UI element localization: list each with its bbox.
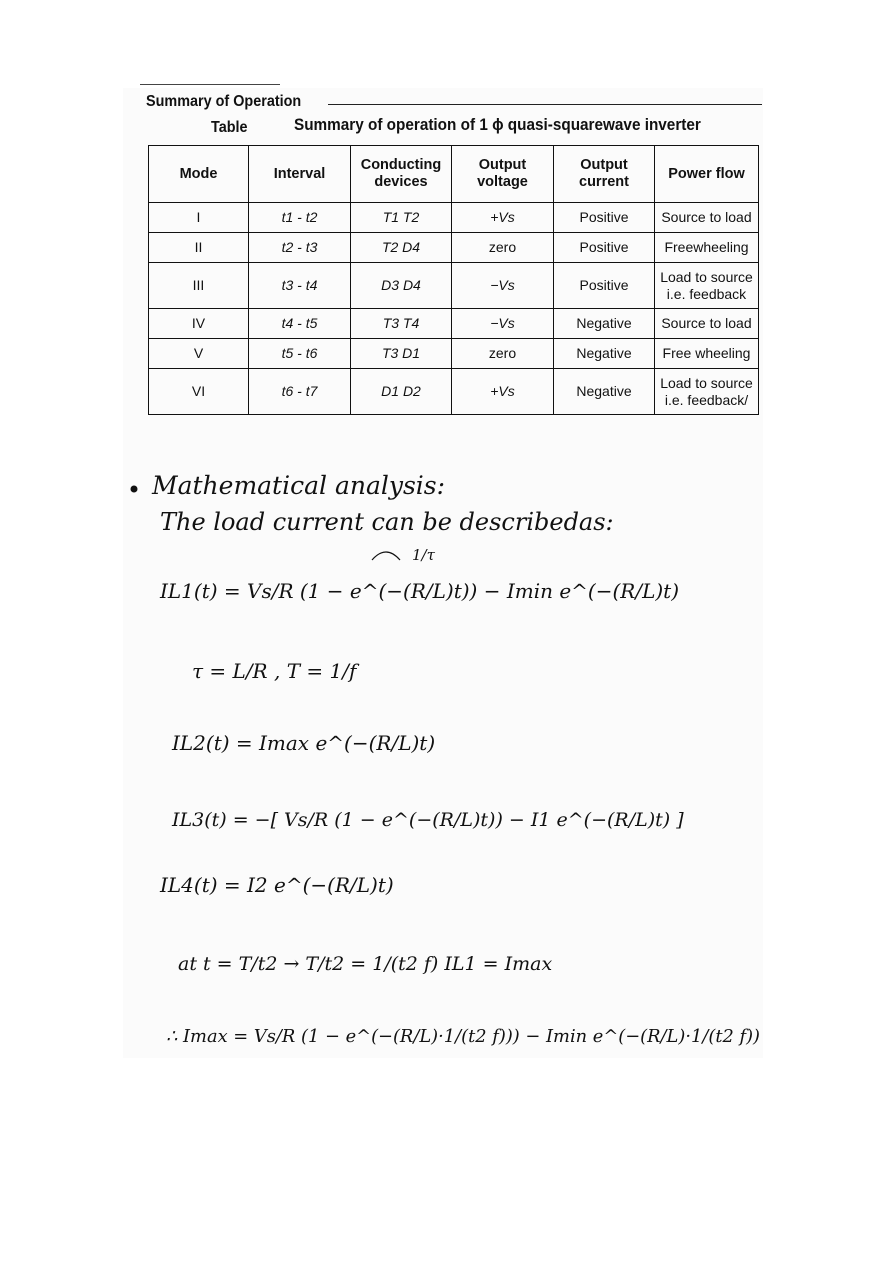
equation-condition: at t = T/t2 → T/t2 = 1/(t2 f) IL1 = Imax: [178, 953, 553, 975]
voltage-cell: zero: [452, 339, 554, 369]
current-cell: Positive: [554, 263, 655, 309]
equation-imax: ∴ Imax = Vs/R (1 − e^(−(R/L)·1/(t2 f))) − Imin e^(−(R/L)·1/(t2 f)): [166, 1026, 760, 1047]
voltage-cell: +Vs: [452, 203, 554, 233]
equation-il1: IL1(t) = Vs/R (1 − e^(−(R/L)t)) − Imin e^(−(R/L)t): [160, 579, 680, 603]
table-label: Table: [211, 119, 248, 136]
devices-cell: D3 D4: [351, 263, 452, 309]
notes-intro: The load current can be describedas:: [160, 508, 614, 536]
equation-il4: IL4(t) = I2 e^(−(R/L)t): [160, 873, 394, 897]
column-header: Power flow: [655, 146, 759, 203]
current-cell: Positive: [554, 233, 655, 263]
current-cell: Negative: [554, 339, 655, 369]
power-cell: Source to load: [655, 203, 759, 233]
column-header: Mode: [149, 146, 249, 203]
devices-cell: T1 T2: [351, 203, 452, 233]
current-cell: Negative: [554, 309, 655, 339]
table-title: Summary of operation of 1 ϕ quasi-squarewave inverter: [294, 115, 701, 134]
section-title: Summary of Operation: [146, 93, 302, 110]
current-cell: Negative: [554, 369, 655, 415]
interval-cell: t2 - t3: [249, 233, 351, 263]
interval-cell: t3 - t4: [249, 263, 351, 309]
interval-cell: t5 - t6: [249, 339, 351, 369]
devices-cell: D1 D2: [351, 369, 452, 415]
voltage-cell: zero: [452, 233, 554, 263]
arrow-icon: [372, 552, 400, 560]
mode-cell: II: [149, 233, 249, 263]
equation-il2: IL2(t) = Imax e^(−(R/L)t): [172, 731, 436, 755]
column-header: Output current: [554, 146, 655, 203]
interval-cell: t4 - t5: [249, 309, 351, 339]
voltage-cell: +Vs: [452, 369, 554, 415]
notes-heading: Mathematical analysis:: [152, 471, 446, 500]
interval-cell: t6 - t7: [249, 369, 351, 415]
voltage-cell: −Vs: [452, 263, 554, 309]
column-header: Conducting devices: [351, 146, 452, 203]
devices-cell: T2 D4: [351, 233, 452, 263]
devices-cell: T3 D1: [351, 339, 452, 369]
equation-tau: τ = L/R , T = 1/f: [192, 659, 357, 683]
power-cell: Load to source i.e. feedback: [655, 263, 759, 309]
column-header: Interval: [249, 146, 351, 203]
equation-il1-note: 1/τ: [412, 546, 435, 564]
interval-cell: t1 - t2: [249, 203, 351, 233]
column-header: Output voltage: [452, 146, 554, 203]
power-cell: Load to source i.e. feedback/: [655, 369, 759, 415]
mode-cell: VI: [149, 369, 249, 415]
mode-cell: III: [149, 263, 249, 309]
power-cell: Free wheeling: [655, 339, 759, 369]
equation-il3: IL3(t) = −[ Vs/R (1 − e^(−(R/L)t)) − I1 e^(−(R/L)t) ]: [172, 809, 684, 831]
mode-cell: IV: [149, 309, 249, 339]
power-cell: Source to load: [655, 309, 759, 339]
devices-cell: T3 T4: [351, 309, 452, 339]
current-cell: Positive: [554, 203, 655, 233]
bullet-icon: [131, 486, 138, 493]
mode-cell: I: [149, 203, 249, 233]
voltage-cell: −Vs: [452, 309, 554, 339]
power-cell: Freewheeling: [655, 233, 759, 263]
mode-cell: V: [149, 339, 249, 369]
